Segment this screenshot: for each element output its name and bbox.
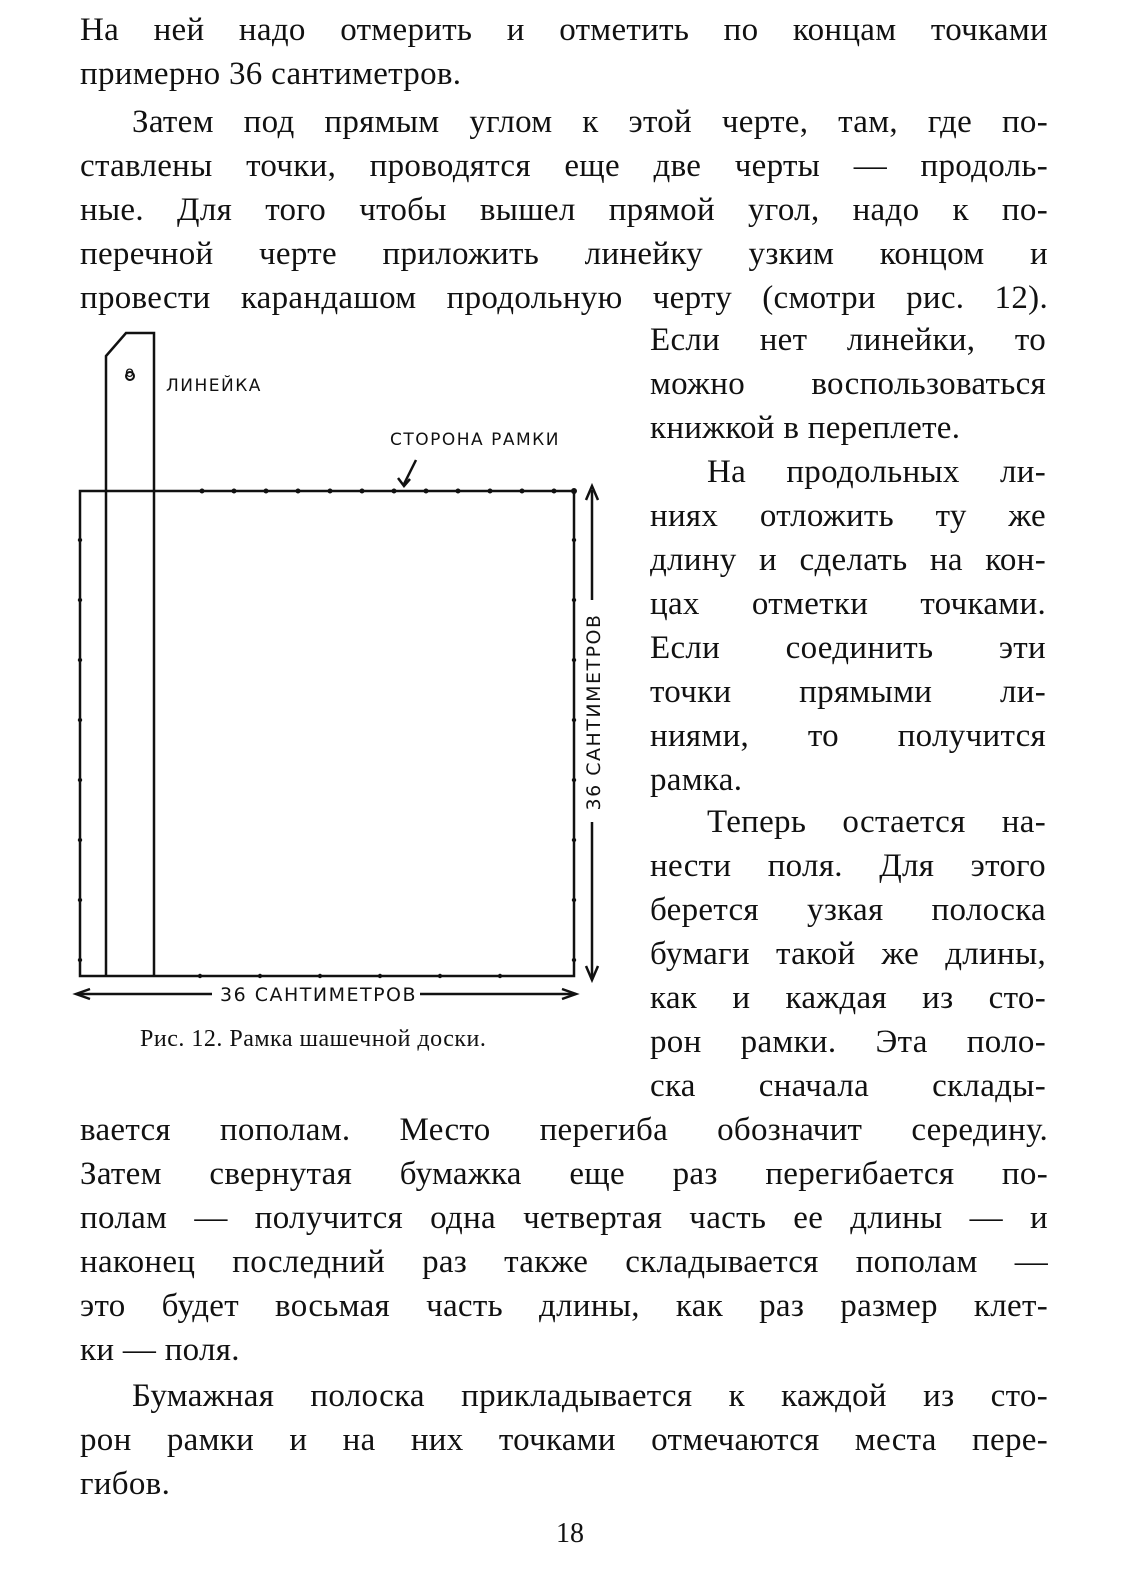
text-line: книжкой в переплете. — [650, 410, 961, 446]
text-line: ниями, то получится — [650, 718, 1046, 754]
text-line: ска сначала склады- — [650, 1068, 1046, 1104]
text-line: перечной черте приложить линейку узким концом и — [80, 236, 1048, 272]
tick-marks — [78, 488, 577, 978]
text-line: как и каждая из сто- — [650, 980, 1046, 1016]
text-line: наконец последний раз также складывается пополам — — [80, 1244, 1048, 1280]
page-number: 18 — [556, 1518, 584, 1549]
text-line: вается пополам. Место перегиба обозначит середину. — [80, 1112, 1048, 1148]
text-line: гибов. — [80, 1466, 171, 1502]
text-line: Теперь остается на- — [707, 804, 1046, 840]
text-line: рамка. — [650, 762, 743, 798]
text-line: На продольных ли- — [707, 454, 1046, 490]
horizontal-dimension-label: 36 САНТИМЕТРОВ — [220, 984, 418, 1006]
text-line: точки прямыми ли- — [650, 674, 1046, 710]
text-line: ниях отложить ту же — [650, 498, 1046, 534]
text-line: Затем свернутая бумажка еще раз перегибается по- — [80, 1156, 1048, 1192]
figure-caption: Рис. 12. Рамка шашечной доски. — [140, 1026, 487, 1052]
text-line: Бумажная полоска прикладывается к каждой из сто- — [132, 1378, 1048, 1414]
vertical-dimension-label: 36 САНТИМЕТРОВ — [583, 613, 605, 811]
ruler-label: ЛИНЕЙКА — [166, 376, 262, 396]
text-line: цах отметки точками. — [650, 586, 1046, 622]
text-line: полам — получится одна четвертая часть ее длины — и — [80, 1200, 1048, 1236]
text-line: ки — поля. — [80, 1332, 240, 1368]
text-line: примерно 36 сантиметров. — [80, 56, 462, 92]
text-line: На ней надо отмерить и отметить по концам точками — [80, 12, 1048, 48]
text-line: бумаги такой же длины, — [650, 936, 1046, 972]
text-line: провести карандашом продольную черту (смотри рис. 12). — [80, 280, 1048, 316]
ruler-hole-mark: о — [125, 363, 136, 381]
text-line: длину и сделать на кон- — [650, 542, 1046, 578]
text-line: ставлены точки, проводятся еще две черты — продоль- — [80, 148, 1048, 184]
frame-side-label: СТОРОНА РАМКИ — [390, 430, 560, 450]
text-line: это будет восьмая часть длины, как раз размер клет- — [80, 1288, 1048, 1324]
text-line: рон рамки и на них точками отмечаются места пере- — [80, 1422, 1048, 1458]
text-line: рон рамки. Эта поло- — [650, 1024, 1046, 1060]
ruler-outline — [106, 333, 154, 976]
text-line: Затем под прямым углом к этой черте, там, где по- — [132, 104, 1048, 140]
text-line: можно воспользоваться — [650, 366, 1046, 402]
text-line: Если нет линейки, то — [650, 322, 1046, 358]
text-line: нести поля. Для этого — [650, 848, 1046, 884]
text-line: ные. Для того чтобы вышел прямой угол, надо к по- — [80, 192, 1048, 228]
text-line: Если соединить эти — [650, 630, 1046, 666]
text-line: берется узкая полоска — [650, 892, 1046, 928]
